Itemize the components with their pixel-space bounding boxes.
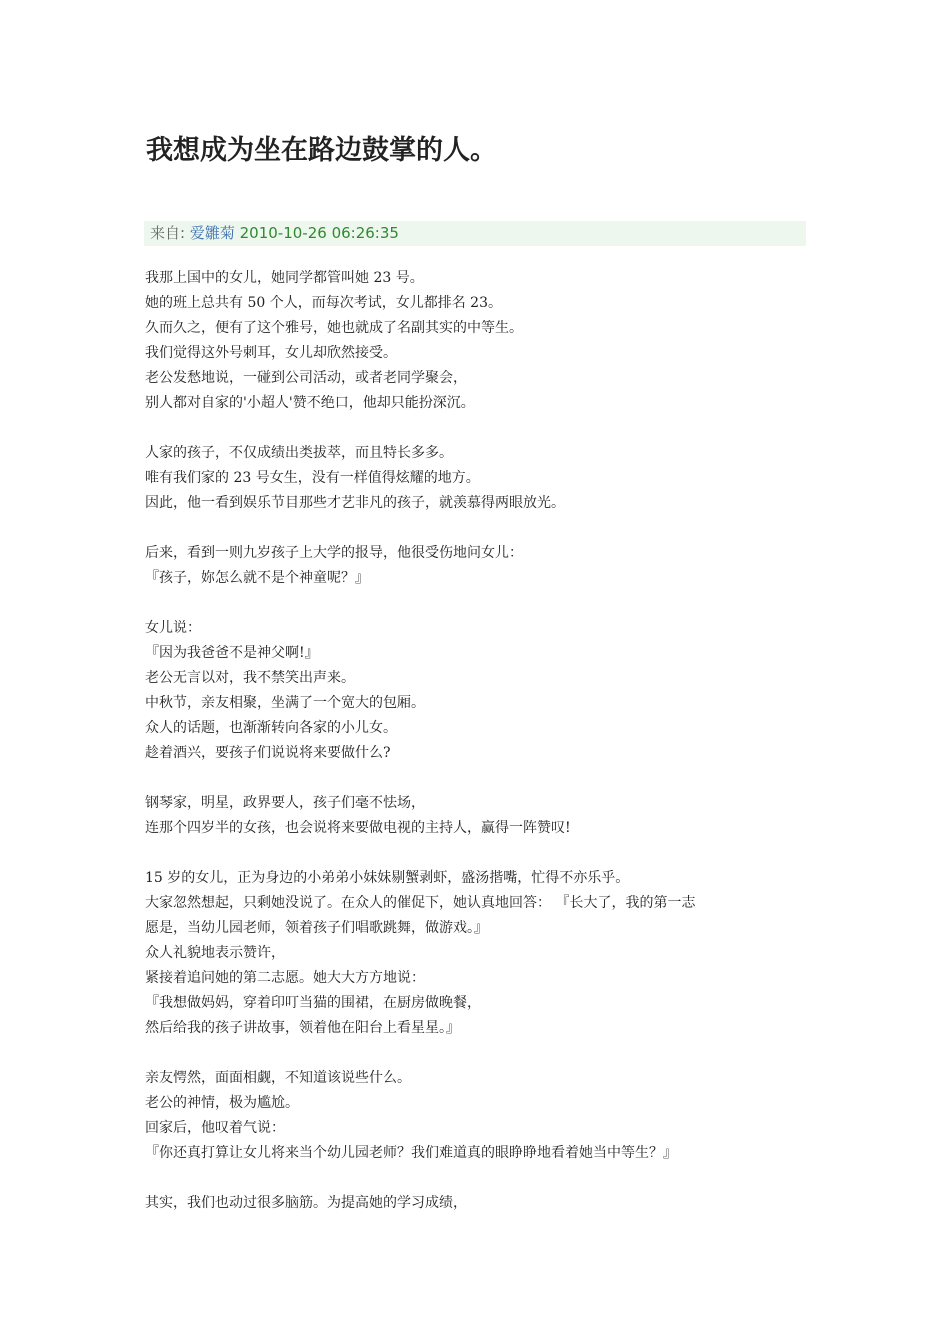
body-line: 人家的孩子，不仅成绩出类拔萃，而且特长多多。 — [145, 445, 453, 461]
body-line: 『你还真打算让女儿将来当个幼儿园老师？我们难道真的眼睁睁地看着她当中等生？』 — [145, 1145, 677, 1161]
body-line: 别人都对自家的'小超人'赞不绝口，他却只能扮深沉。 — [145, 395, 475, 411]
blank-line — [145, 416, 785, 441]
body-line: 『我想做妈妈，穿着印叮当猫的围裙，在厨房做晚餐， — [145, 995, 481, 1011]
article-body — [145, 266, 785, 1216]
body-line: 『因为我爸爸不是神父啊!』 — [145, 645, 319, 661]
body-line: 然后给我的孩子讲故事，领着他在阳台上看星星。』 — [145, 1020, 460, 1036]
body-line: 其实，我们也动过很多脑筋。为提高她的学习成绩， — [145, 1195, 467, 1211]
body-line: 愿是，当幼儿园老师，领着孩子们唱歌跳舞，做游戏。』 — [145, 920, 488, 936]
body-line: 连那个四岁半的女孩，也会说将来要做电视的主持人，赢得一阵赞叹! — [145, 820, 571, 836]
body-line: 大家忽然想起，只剩她没说了。在众人的催促下，她认真地回答： 『长大了，我的第一志 — [145, 895, 696, 911]
blank-line — [145, 766, 785, 791]
body-line: 中秋节，亲友相聚，坐满了一个宽大的包厢。 — [145, 695, 425, 711]
post-datetime: 2010-10-26 06:26:35 — [239, 224, 399, 242]
body-line: 久而久之，便有了这个雅号，她也就成了名副其实的中等生。 — [145, 320, 523, 336]
article-title: 我想成为坐在路边鼓掌的人。 — [146, 135, 497, 166]
body-line: 15 岁的女儿，正为身边的小弟弟小妹妹剔蟹剥虾，盛汤揩嘴，忙得不亦乐乎。 — [145, 870, 630, 886]
body-line: 老公无言以对，我不禁笑出声来。 — [145, 670, 355, 686]
blank-line — [145, 591, 785, 616]
body-line: 我们觉得这外号刺耳，女儿却欣然接受。 — [145, 345, 397, 361]
body-line: 亲友愕然，面面相觑，不知道该说些什么。 — [145, 1070, 411, 1086]
article-meta-bar — [144, 221, 806, 246]
body-line: 钢琴家，明星，政界要人，孩子们毫不怯场， — [145, 795, 425, 811]
article-meta — [144, 221, 806, 246]
author-link[interactable]: 爱雛菊 — [189, 224, 235, 242]
body-line: 因此，他一看到娱乐节目那些才艺非凡的孩子，就羡慕得两眼放光。 — [145, 495, 565, 511]
body-line: 老公发愁地说，一碰到公司活动，或者老同学聚会， — [145, 370, 467, 386]
body-line: 老公的神情，极为尴尬。 — [145, 1095, 299, 1111]
body-line: 紧接着追问她的第二志愿。她大大方方地说： — [145, 970, 425, 986]
blank-line — [145, 841, 785, 866]
body-line: 趁着酒兴，要孩子们说说将来要做什么? — [145, 745, 391, 761]
blank-line — [145, 1041, 785, 1066]
body-line: 她的班上总共有 50 个人，而每次考试，女儿都排名 23。 — [145, 295, 502, 311]
body-line: 『孩子，妳怎么就不是个神童呢？』 — [145, 570, 369, 586]
body-line: 唯有我们家的 23 号女生，没有一样值得炫耀的地方。 — [145, 470, 480, 486]
body-line: 回家后，他叹着气说： — [145, 1120, 285, 1136]
from-label: 来自: — [150, 224, 190, 242]
body-line: 女儿说： — [145, 620, 201, 636]
blank-line — [145, 1166, 785, 1191]
body-line: 后来，看到一则九岁孩子上大学的报导，他很受伤地问女儿： — [145, 545, 523, 561]
blank-line — [145, 516, 785, 541]
body-line: 众人礼貌地表示赞许， — [145, 945, 285, 961]
body-line: 我那上国中的女儿，她同学都管叫她 23 号。 — [145, 270, 424, 286]
body-line: 众人的话题，也渐渐转向各家的小儿女。 — [145, 720, 397, 736]
